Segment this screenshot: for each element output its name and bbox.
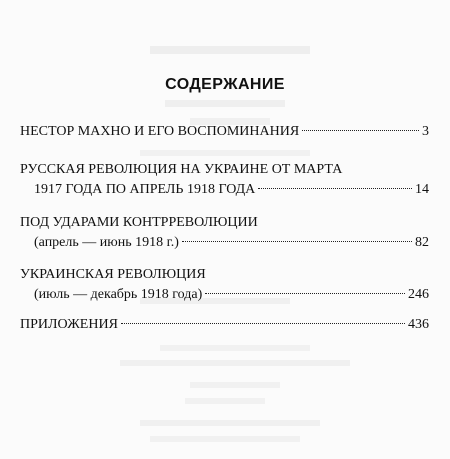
dot-leader (121, 323, 405, 324)
dot-leader (182, 241, 412, 242)
dot-leader (302, 130, 419, 131)
toc-entry-title-continuation: (апрель — июнь 1918 г.) (34, 235, 179, 250)
bleed-through-text (140, 150, 310, 156)
dot-leader (258, 188, 412, 189)
bleed-through-text (120, 360, 350, 366)
toc-entry (20, 213, 429, 253)
bleed-through-text (185, 398, 265, 404)
toc-entry-title: ПРИЛОЖЕНИЯ (20, 317, 118, 332)
toc-title: СОДЕРЖАНИЕ (165, 76, 285, 93)
toc-entry-title-continuation: 1917 ГОДА ПО АПРЕЛЬ 1918 ГОДА (34, 182, 256, 197)
toc-entry-page: 246 (408, 287, 429, 302)
toc-entry (20, 160, 429, 200)
dot-leader (205, 293, 405, 294)
bleed-through-text (190, 382, 280, 388)
toc-entry-page: 82 (415, 235, 429, 250)
bleed-through-text (160, 345, 310, 351)
toc-entry-page: 14 (415, 182, 429, 197)
toc-entry-title: ПОД УДАРАМИ КОНТРРЕВОЛЮЦИИ (20, 215, 258, 230)
toc-entry-title: УКРАИНСКАЯ РЕВОЛЮЦИЯ (20, 267, 206, 282)
bleed-through-text (150, 46, 310, 54)
toc-entry-title: НЕСТОР МАХНО И ЕГО ВОСПОМИНАНИЯ (20, 124, 300, 139)
toc-entry-title: РУССКАЯ РЕВОЛЮЦИЯ НА УКРАИНЕ ОТ МАРТА (20, 162, 343, 177)
bleed-through-text (150, 436, 300, 442)
toc-entry-title-continuation: (июль — декабрь 1918 года) (34, 287, 203, 302)
toc-entry (20, 315, 429, 335)
toc-entry (20, 265, 429, 305)
bleed-through-text (165, 100, 285, 107)
toc-entry (20, 122, 429, 142)
toc-entry-page: 436 (408, 317, 429, 332)
bleed-through-text (140, 420, 320, 426)
toc-entry-page: 3 (422, 124, 429, 139)
